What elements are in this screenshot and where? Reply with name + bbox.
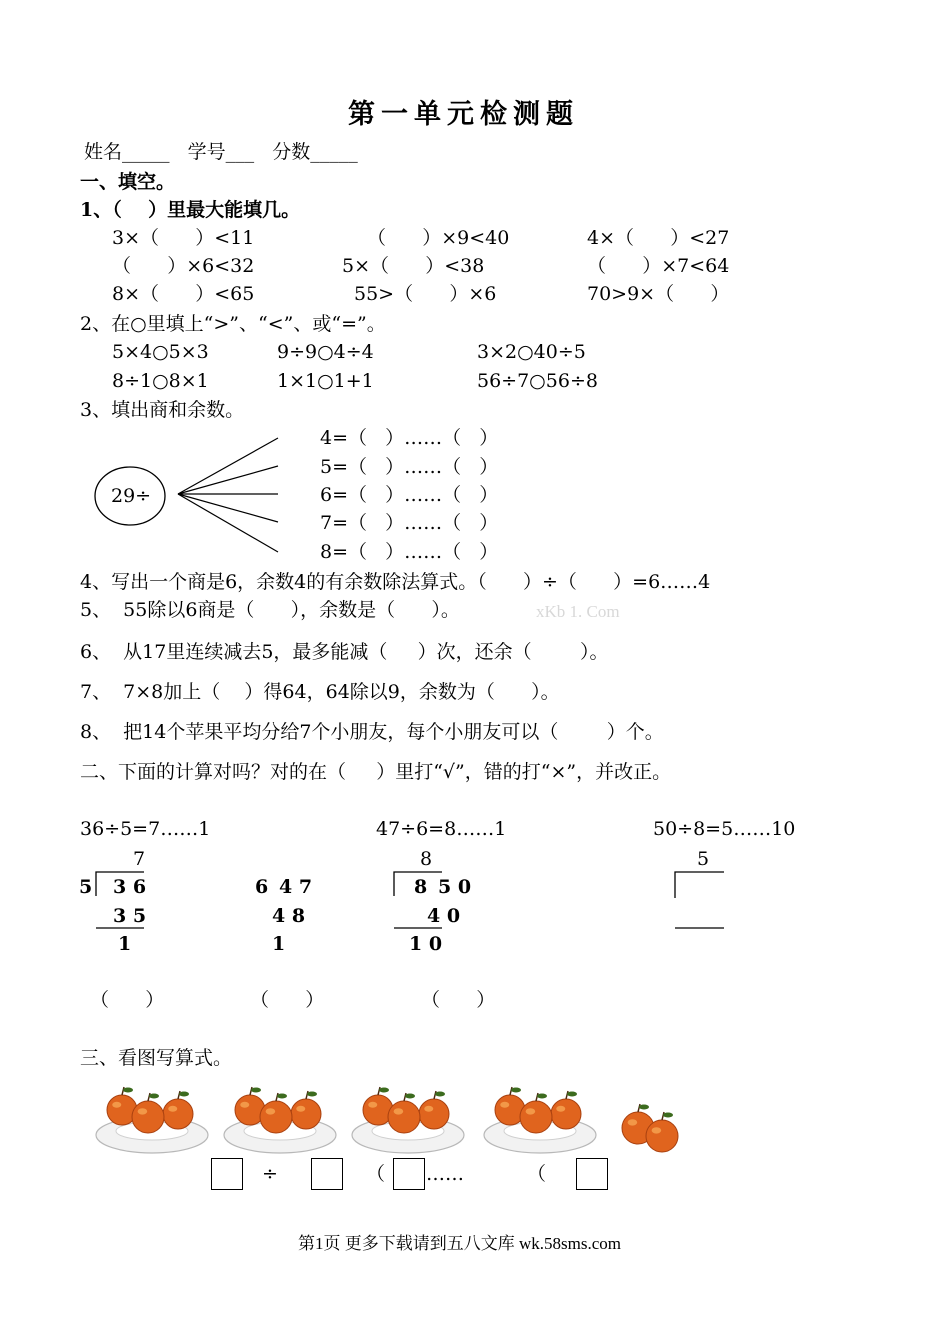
watermark: xKb 1. Com xyxy=(536,602,620,621)
long-division-product: 3 5 xyxy=(113,905,147,927)
apple-leaf xyxy=(567,1092,577,1097)
answer-box[interactable] xyxy=(393,1158,425,1190)
long-division-product: 4 8 xyxy=(272,905,306,927)
page-title: 第一单元检测题 xyxy=(348,99,579,130)
long-division-remainder: 1 0 xyxy=(409,933,443,955)
section3-heading: 三、看图写算式。 xyxy=(80,1047,233,1069)
answer-box[interactable] xyxy=(576,1158,608,1190)
apple-leaf xyxy=(663,1113,673,1118)
apple-leaf xyxy=(405,1094,415,1099)
q2-item: 3×2○40÷5 xyxy=(477,341,586,363)
long-division-divisor: 5 xyxy=(79,876,93,898)
answer-parentheses[interactable]: （ ） xyxy=(250,989,325,1011)
divide-symbol: ÷ xyxy=(262,1163,278,1185)
apple-highlight xyxy=(526,1108,536,1114)
long-division-product: 4 0 xyxy=(427,905,461,927)
answer-parentheses[interactable]: （ ） xyxy=(421,989,496,1011)
apple-highlight xyxy=(652,1127,662,1133)
apple-icon xyxy=(132,1101,164,1133)
apple-leaf xyxy=(379,1088,389,1093)
long-division-quotient: 7 xyxy=(133,848,146,870)
apple-highlight xyxy=(628,1119,638,1125)
apple-leaf xyxy=(435,1092,445,1097)
long-division-divisor: 8 xyxy=(414,876,428,898)
long-division-quotient: 8 xyxy=(420,848,433,870)
q2-item: 5×4○5×3 xyxy=(112,341,209,363)
q2-item: 8÷1○8×1 xyxy=(112,370,209,392)
apple-highlight xyxy=(556,1106,565,1112)
apple-leaf xyxy=(277,1094,287,1099)
q1-label: 1、（ ）里最大能填几。 xyxy=(80,199,301,221)
answer-parentheses[interactable]: （ ） xyxy=(90,989,165,1011)
apple-highlight xyxy=(138,1108,148,1114)
q6: 6、 从17里连续减去5，最多能减（ ）次，还余（ ）。 xyxy=(80,641,609,663)
apple-icon xyxy=(551,1099,581,1129)
apple-icon xyxy=(163,1099,193,1129)
apple-leaf xyxy=(511,1088,521,1093)
q1-item: （ ）×7<64 xyxy=(587,255,730,277)
calc-equation: 47÷6=8……1 xyxy=(376,818,507,840)
open-paren: （ xyxy=(366,1163,386,1185)
apple-icon xyxy=(291,1099,321,1129)
long-division-remainder: 1 xyxy=(118,933,132,955)
remainder-dots: …… xyxy=(426,1163,464,1185)
q1-item: 5×（ ）<38 xyxy=(342,255,485,277)
calc-equation: 50÷8=5……10 xyxy=(653,818,796,840)
apple-leaf xyxy=(149,1094,159,1099)
apple-leaf xyxy=(251,1088,261,1093)
apple-icon xyxy=(646,1120,678,1152)
student-info-line: 姓名_____ 学号___ 分数_____ xyxy=(84,141,358,163)
apple-highlight xyxy=(296,1106,305,1112)
long-division-dividend: 4 7 xyxy=(279,876,313,898)
apple-leaf xyxy=(307,1092,317,1097)
apple-leaf xyxy=(123,1088,133,1093)
apple-icon xyxy=(520,1101,552,1133)
apple-highlight xyxy=(394,1108,404,1114)
long-division-dividend: 3 6 xyxy=(113,876,147,898)
apple-icon xyxy=(260,1101,292,1133)
apple-highlight xyxy=(368,1102,377,1108)
q2-item: 56÷7○56÷8 xyxy=(477,370,598,392)
page-footer: 第1页 更多下载请到五八文库 wk.58sms.com xyxy=(298,1234,621,1253)
answer-box[interactable] xyxy=(211,1158,243,1190)
apple-highlight xyxy=(500,1102,509,1108)
long-division-divisor: 6 xyxy=(255,876,269,898)
q2-label: 2、在○里填上“>”、“<”、或“=”。 xyxy=(80,313,386,335)
q3-branch: 5=（ ）……（ ） xyxy=(320,456,499,478)
long-division-remainder: 1 xyxy=(272,933,286,955)
q5: 5、 55除以6商是（ ），余数是（ ）。 xyxy=(80,599,460,621)
q3-branch: 8=（ ）……（ ） xyxy=(320,541,499,563)
q3-branch: 6=（ ）……（ ） xyxy=(320,484,499,506)
q1-item: 8×（ ）<65 xyxy=(112,283,255,305)
q1-item: 3×（ ）<11 xyxy=(112,227,255,249)
apple-leaf xyxy=(639,1105,649,1110)
calc-equation: 36÷5=7……1 xyxy=(80,818,211,840)
apple-highlight xyxy=(168,1106,177,1112)
q8: 8、 把14个苹果平均分给7个小朋友，每个小朋友可以（ ）个。 xyxy=(80,721,664,743)
q3-branch: 7=（ ）……（ ） xyxy=(320,512,499,534)
apple-icon xyxy=(419,1099,449,1129)
q3-branch: 4=（ ）……（ ） xyxy=(320,427,499,449)
open-paren: （ xyxy=(527,1163,547,1185)
section2-heading: 二、下面的计算对吗？对的在（ ）里打“√”，错的打“×”，并改正。 xyxy=(80,761,672,783)
apple-icon xyxy=(388,1101,420,1133)
q3-label: 3、填出商和余数。 xyxy=(80,399,245,421)
q3-dividend: 29÷ xyxy=(111,485,152,507)
q1-item: 70>9×（ ） xyxy=(587,283,730,305)
apple-highlight xyxy=(240,1102,249,1108)
q1-item: （ ）×6<32 xyxy=(112,255,255,277)
answer-box[interactable] xyxy=(311,1158,343,1190)
apple-leaf xyxy=(179,1092,189,1097)
apple-highlight xyxy=(112,1102,121,1108)
long-division-dividend: 5 0 xyxy=(438,876,472,898)
q1-item: 4×（ ）<27 xyxy=(587,227,730,249)
q7: 7、 7×8加上（ ）得64，64除以9，余数为（ ）。 xyxy=(80,681,560,703)
q1-item: （ ）×9<40 xyxy=(367,227,510,249)
section1-heading: 一、填空。 xyxy=(80,171,176,193)
q1-item: 55>（ ）×6 xyxy=(354,283,497,305)
q2-item: 9÷9○4÷4 xyxy=(277,341,374,363)
apple-highlight xyxy=(266,1108,276,1114)
apple-leaf xyxy=(537,1094,547,1099)
q4: 4、写出一个商是6，余数4的有余数除法算式。（ ）÷（ ）=6……4 xyxy=(80,571,711,593)
apple-highlight xyxy=(424,1106,433,1112)
long-division-quotient: 5 xyxy=(697,848,710,870)
q2-item: 1×1○1+1 xyxy=(277,370,374,392)
